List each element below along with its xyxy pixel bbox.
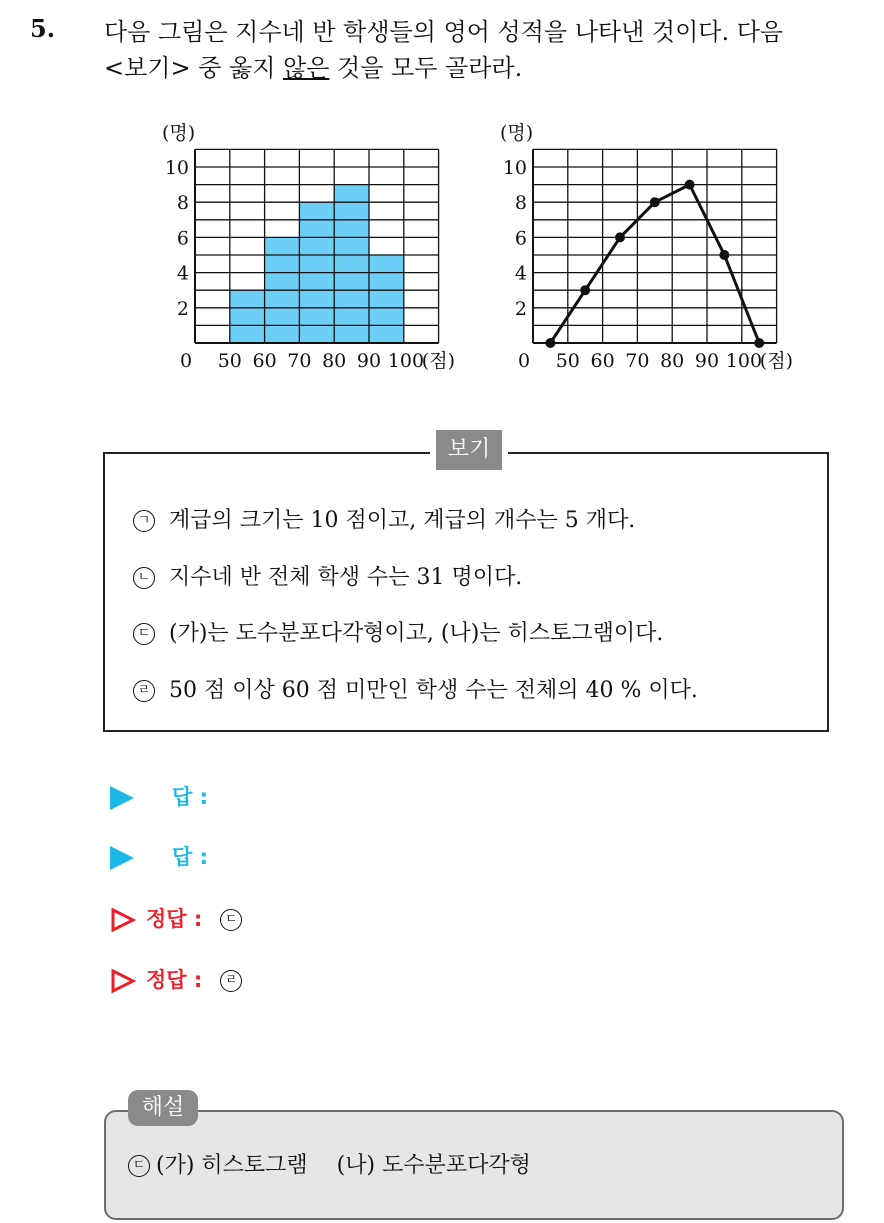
polygon-x-tick-label: 90 xyxy=(694,350,720,372)
question-text xyxy=(104,14,874,86)
answer-label: 답 : xyxy=(172,785,208,809)
polygon-x-tick-label: 70 xyxy=(625,350,650,372)
frequency-polygon-chart xyxy=(488,112,818,382)
question-line-1: 다음 그림은 지수네 반 학생들의 영어 성적을 나타낸 것이다. 다음 xyxy=(104,18,784,46)
polygon-series-line xyxy=(550,185,759,343)
correct-answer-label: 정답 : xyxy=(146,907,203,931)
circled-marker: ㄷ xyxy=(220,909,242,931)
polygon-x-tick-label: 50 xyxy=(555,350,580,372)
histogram-x-tick-label: 60 xyxy=(252,350,277,372)
histogram-x-tick-label: 90 xyxy=(356,350,382,372)
histogram-bar xyxy=(230,290,265,343)
question-line-2-before: <보기> 중 옳지 xyxy=(104,54,284,82)
polygon-point xyxy=(580,285,590,295)
polygon-y-tick-label: 2 xyxy=(514,297,527,320)
polygon-point xyxy=(545,338,555,348)
bogi-title: 보기 xyxy=(430,430,508,470)
correct-answer-label: 정답 : xyxy=(146,968,203,992)
histogram-origin-label: 0 xyxy=(180,350,193,372)
play-triangle-icon xyxy=(110,786,134,810)
polygon-point xyxy=(719,250,729,260)
outline-triangle-icon xyxy=(110,968,136,994)
bogi-item-text: (가)는 도수분포다각형이고, (나)는 히스토그램이다. xyxy=(169,621,664,646)
question-line-2-after: 것을 모두 골라라. xyxy=(329,54,523,82)
bogi-item-3 xyxy=(133,616,663,647)
answer-row-2 xyxy=(110,841,226,871)
histogram-ylabel: (명) xyxy=(162,122,196,144)
polygon-y-tick-label: 6 xyxy=(514,227,527,250)
histogram-x-tick-label: 100 xyxy=(387,350,425,372)
histogram-chart xyxy=(150,112,480,382)
bogi-item-text: 계급의 크기는 10 점이고, 계급의 개수는 5 개다. xyxy=(169,508,636,533)
histogram-y-tick-label: 4 xyxy=(176,262,189,285)
histogram-y-tick-label: 10 xyxy=(164,157,189,179)
bogi-item-text: 지수네 반 전체 학생 수는 31 명이다. xyxy=(169,565,523,590)
polygon-x-tick-label: 80 xyxy=(660,350,685,372)
explanation-body: (가) 히스토그램 (나) 도수분포다각형 xyxy=(156,1153,531,1178)
histogram-x-tick-label: 50 xyxy=(217,350,242,372)
histogram-y-tick-label: 8 xyxy=(176,192,189,215)
circled-marker: ㄹ xyxy=(220,970,242,992)
histogram-x-tick-label: 70 xyxy=(287,350,312,372)
outline-triangle-icon xyxy=(110,907,136,933)
polygon-x-tick-label: 100 xyxy=(725,350,763,372)
histogram-bar xyxy=(334,185,369,343)
answer-row-1 xyxy=(110,781,226,811)
circled-marker: ㄷ xyxy=(133,623,155,645)
polygon-y-tick-label: 8 xyxy=(514,192,527,215)
bogi-item-text: 50 점 이상 60 점 미만인 학생 수는 전체의 40 % 이다. xyxy=(169,678,698,703)
explanation-text xyxy=(128,1148,531,1179)
polygon-point xyxy=(685,180,695,190)
question-number: 5. xyxy=(30,14,56,43)
circled-marker: ㄴ xyxy=(133,567,155,589)
polygon-point xyxy=(615,232,625,242)
polygon-origin-label: 0 xyxy=(518,350,531,372)
circled-marker: ㄹ xyxy=(133,680,155,702)
polygon-point xyxy=(754,338,764,348)
histogram-y-tick-label: 6 xyxy=(176,227,189,250)
question-underlined-word: 않은 xyxy=(283,54,330,82)
histogram-xlabel: (점) xyxy=(421,350,455,372)
explanation-title: 해설 xyxy=(128,1090,198,1126)
polygon-x-tick-label: 60 xyxy=(590,350,615,372)
circled-marker: ㄷ xyxy=(128,1155,150,1177)
histogram-bar xyxy=(369,255,404,343)
histogram-y-tick-label: 2 xyxy=(176,297,189,320)
correct-answer-row-2 xyxy=(110,964,256,994)
polygon-point xyxy=(650,197,660,207)
circled-marker: ㄱ xyxy=(133,510,155,532)
bogi-item-2 xyxy=(133,560,522,591)
question-line-2 xyxy=(104,50,874,86)
play-triangle-icon xyxy=(110,846,134,870)
polygon-ylabel: (명) xyxy=(500,122,534,144)
answer-label: 답 : xyxy=(172,845,208,869)
correct-answer-row-1 xyxy=(110,903,256,933)
bogi-item-1 xyxy=(133,503,635,534)
bogi-item-4 xyxy=(133,673,698,704)
polygon-y-tick-label: 4 xyxy=(514,262,527,285)
polygon-xlabel: (점) xyxy=(759,350,793,372)
polygon-y-tick-label: 10 xyxy=(502,157,527,179)
histogram-x-tick-label: 80 xyxy=(322,350,347,372)
